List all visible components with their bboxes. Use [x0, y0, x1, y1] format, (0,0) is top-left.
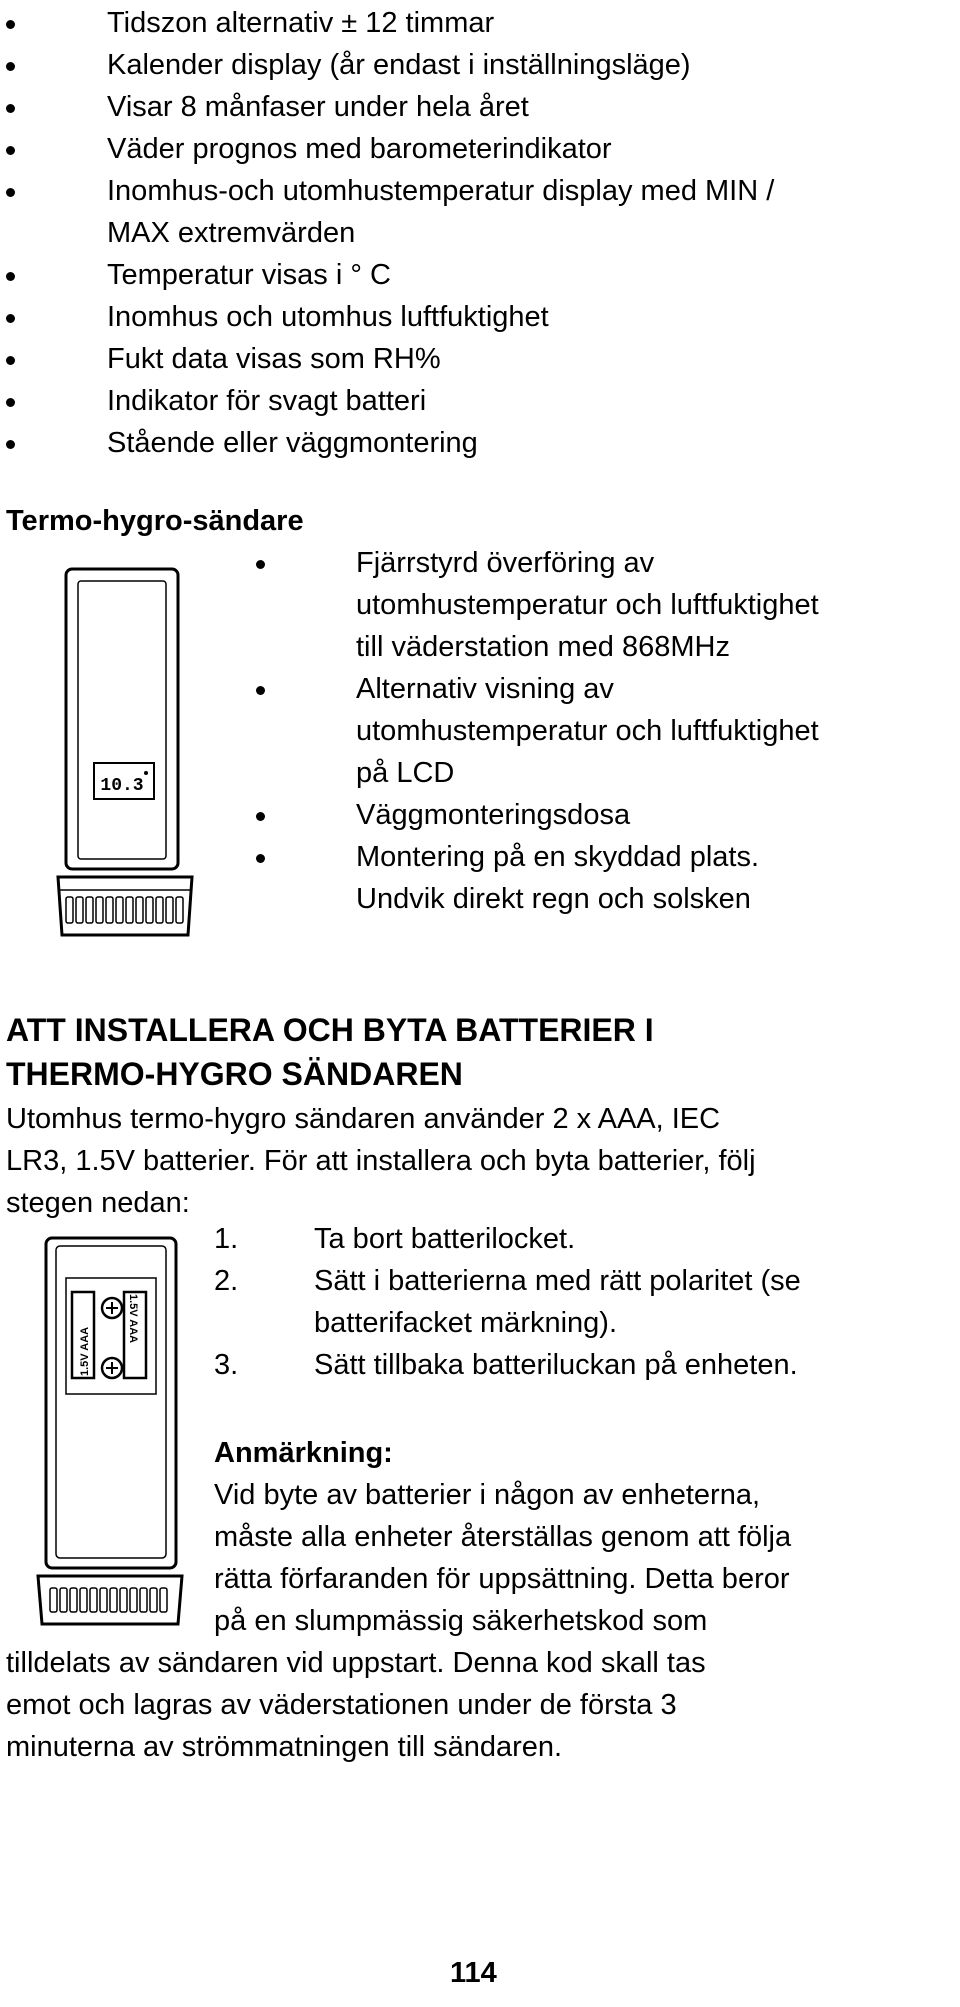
bullet — [6, 356, 15, 365]
sensor-heading: Termo-hygro-sändare — [6, 505, 304, 537]
bullet — [6, 398, 15, 407]
bullet — [6, 314, 15, 323]
sensor-item-continued: utomhustemperatur och luftfuktighet — [356, 715, 819, 747]
bullet — [256, 854, 265, 863]
step-number: 2. — [214, 1265, 239, 1297]
bullet — [6, 272, 15, 281]
step-text: Ta bort batterilocket. — [314, 1223, 576, 1255]
battery-compartment-illustration — [20, 1228, 200, 1628]
bullet — [6, 440, 15, 449]
note-line: måste alla enheter återställas genom att följa — [214, 1521, 792, 1553]
sensor-item: Montering på en skyddad plats. — [356, 841, 760, 873]
install-intro-line: stegen nedan: — [6, 1187, 190, 1219]
step-text: Sätt i batterierna med rätt polaritet (se — [314, 1265, 801, 1297]
bullet — [6, 104, 15, 113]
feature-item: Inomhus och utomhus luftfuktighet — [107, 301, 549, 333]
note-line: Vid byte av batterier i någon av enheterna, — [214, 1479, 761, 1511]
note-line: minuterna av strömmatningen till sändaren. — [6, 1731, 563, 1763]
sensor-item-continued: utomhustemperatur och luftfuktighet — [356, 589, 819, 621]
feature-item: Tidszon alternativ ± 12 timmar — [107, 7, 495, 39]
feature-item: Temperatur visas i ° C — [107, 259, 391, 291]
install-heading-line1: ATT INSTALLERA OCH BYTA BATTERIER I — [6, 1012, 654, 1048]
note-line: på en slumpmässig säkerhetskod som — [214, 1605, 708, 1637]
bullet — [6, 188, 15, 197]
feature-item: Indikator för svagt batteri — [107, 385, 427, 417]
note-line: rätta förfaranden för uppsättning. Detta beror — [214, 1563, 790, 1595]
page-number: 114 — [450, 1957, 497, 1989]
step-text: Sätt tillbaka batteriluckan på enheten. — [314, 1349, 798, 1381]
sensor-item-continued: på LCD — [356, 757, 455, 789]
sensor-item: Fjärrstyrd överföring av — [356, 547, 655, 579]
bullet — [256, 560, 265, 569]
install-intro-line: LR3, 1.5V batterier. För att installera och byta batterier, följ — [6, 1145, 756, 1177]
battery-label: 1.5V AAA — [127, 1294, 139, 1344]
sensor-item-continued: Undvik direkt regn och solsken — [356, 883, 751, 915]
feature-item: Kalender display (år endast i inställningsläge) — [107, 49, 691, 81]
step-number: 3. — [214, 1349, 239, 1381]
feature-item: Stående eller väggmontering — [107, 427, 478, 459]
note-heading: Anmärkning: — [214, 1437, 393, 1469]
feature-item: Inomhus-och utomhustemperatur display med MIN / — [107, 175, 775, 207]
note-line: emot och lagras av väderstationen under de första 3 — [6, 1689, 677, 1721]
sensor-item: Väggmonteringsdosa — [356, 799, 631, 831]
feature-item: Visar 8 månfaser under hela året — [107, 91, 529, 123]
bullet — [6, 146, 15, 155]
sensor-item: Alternativ visning av — [356, 673, 614, 705]
feature-item: Fukt data visas som RH% — [107, 343, 441, 375]
note-line: tilldelats av sändaren vid uppstart. Denna kod skall tas — [6, 1647, 706, 1679]
bullet — [6, 20, 15, 29]
feature-item-continued: MAX extremvärden — [107, 217, 356, 249]
step-number: 1. — [214, 1223, 239, 1255]
sensor-item-continued: till väderstation med 868MHz — [356, 631, 730, 663]
install-intro-line: Utomhus termo-hygro sändaren använder 2 x AAA, IEC — [6, 1103, 721, 1135]
step-text-continued: batterifacket märkning). — [314, 1307, 618, 1339]
bullet — [256, 812, 265, 821]
feature-item: Väder prognos med barometerindikator — [107, 133, 612, 165]
bullet — [256, 686, 265, 695]
install-heading-line2: THERMO-HYGRO SÄNDAREN — [6, 1056, 463, 1092]
bullet — [6, 62, 15, 71]
battery-label: 1.5V AAA — [79, 1326, 91, 1376]
lcd-reading: 10.3 — [100, 776, 144, 796]
sensor-illustration — [50, 545, 200, 945]
